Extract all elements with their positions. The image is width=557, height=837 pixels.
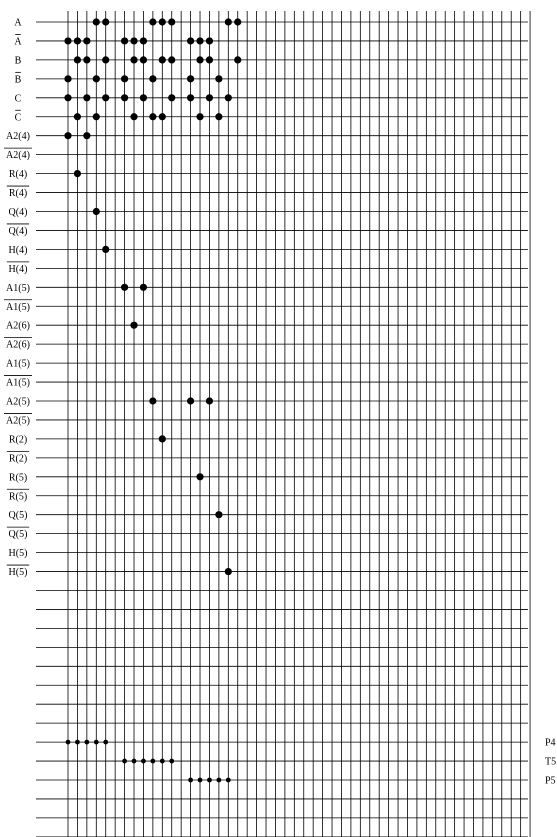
output-connection-dot bbox=[207, 778, 212, 783]
connection-dot bbox=[93, 113, 100, 120]
connection-dot bbox=[215, 511, 222, 518]
output-connection-dot bbox=[103, 740, 108, 745]
connection-dot bbox=[140, 56, 147, 63]
connection-dot bbox=[130, 56, 137, 63]
row-label-complement: Q(5) bbox=[8, 529, 28, 541]
row-label: A2(5) bbox=[6, 396, 30, 408]
output-connection-dot bbox=[66, 740, 71, 745]
output-connection-dot bbox=[132, 759, 137, 764]
connection-dot bbox=[159, 435, 166, 442]
connection-dot bbox=[206, 37, 213, 44]
row-label: Q(4) bbox=[8, 207, 28, 218]
connection-dot bbox=[102, 18, 109, 25]
output-connection-dot bbox=[216, 778, 221, 783]
connection-dot bbox=[225, 568, 232, 575]
output-connection-dot bbox=[226, 778, 231, 783]
connection-dot bbox=[149, 113, 156, 120]
connection-dot bbox=[93, 18, 100, 25]
connection-dot bbox=[140, 37, 147, 44]
vertical-grid-lines bbox=[68, 11, 530, 837]
connection-dot bbox=[206, 94, 213, 101]
row-label-complement: A2(4) bbox=[6, 150, 30, 162]
connection-dot bbox=[168, 18, 175, 25]
connection-dot bbox=[121, 37, 128, 44]
row-label: R(2) bbox=[8, 434, 28, 446]
connection-dot bbox=[93, 75, 100, 82]
connection-dot bbox=[215, 75, 222, 82]
row-labels bbox=[4, 18, 32, 579]
connection-dot bbox=[187, 397, 194, 404]
row-label-complement: A1(5) bbox=[6, 377, 30, 389]
connection-dot bbox=[159, 18, 166, 25]
connection-dot bbox=[130, 37, 137, 44]
row-label: H(5) bbox=[8, 548, 28, 560]
row-label-complement: H(5) bbox=[8, 567, 28, 579]
connection-dot bbox=[234, 18, 241, 25]
connection-dot bbox=[121, 94, 128, 101]
connection-dot bbox=[140, 94, 147, 101]
connection-dot bbox=[74, 170, 81, 177]
connection-dot bbox=[206, 56, 213, 63]
connection-dot bbox=[215, 113, 222, 120]
row-label: R(4) bbox=[8, 169, 28, 181]
connection-dot bbox=[196, 37, 203, 44]
connection-dot bbox=[149, 397, 156, 404]
row-label-complement: C bbox=[14, 112, 22, 124]
connection-dot bbox=[121, 284, 128, 291]
connection-dot bbox=[168, 56, 175, 63]
row-label: C bbox=[14, 93, 22, 105]
output-connection-dot bbox=[169, 759, 174, 764]
connection-dot bbox=[83, 37, 90, 44]
connection-dot bbox=[83, 132, 90, 139]
row-label-complement: A bbox=[14, 36, 22, 48]
connection-dot bbox=[196, 113, 203, 120]
row-label: A bbox=[14, 17, 22, 29]
output-label: P4 bbox=[545, 737, 556, 749]
output-connection-dot bbox=[94, 740, 99, 745]
row-label-complement: A2(6) bbox=[6, 339, 30, 351]
connection-dot bbox=[74, 37, 81, 44]
connection-dot bbox=[102, 246, 109, 253]
connection-dot bbox=[74, 113, 81, 120]
connection-dot bbox=[74, 56, 81, 63]
connection-dot bbox=[93, 208, 100, 215]
connection-dot bbox=[102, 56, 109, 63]
connection-dot bbox=[130, 113, 137, 120]
connection-dot bbox=[149, 75, 156, 82]
connection-dot bbox=[83, 56, 90, 63]
row-label-complement: A2(5) bbox=[6, 415, 30, 427]
row-label-complement: A1(5) bbox=[6, 301, 30, 313]
connection-dot bbox=[140, 284, 147, 291]
connection-dot bbox=[64, 132, 71, 139]
row-label: Q(5) bbox=[8, 510, 28, 522]
output-connection-dot bbox=[84, 740, 89, 745]
row-label-complement: R(4) bbox=[8, 188, 28, 200]
row-label-complement: B bbox=[14, 74, 22, 86]
row-label-complement: Q(4) bbox=[8, 225, 28, 237]
connection-dot bbox=[234, 56, 241, 63]
output-connection-dot bbox=[141, 759, 146, 764]
output-connection-dot bbox=[75, 740, 80, 745]
output-label: T5 bbox=[545, 756, 557, 768]
output-connection-dot bbox=[150, 759, 155, 764]
row-label: A1(5) bbox=[6, 358, 30, 370]
output-connection-dot bbox=[122, 759, 127, 764]
output-connection-dot bbox=[188, 778, 193, 783]
row-label-complement: R(2) bbox=[8, 453, 28, 465]
horizontal-input-lines bbox=[36, 22, 528, 837]
output-label: P5 bbox=[545, 775, 556, 787]
connection-dot bbox=[159, 56, 166, 63]
connection-dot bbox=[168, 94, 175, 101]
row-label-complement: H(4) bbox=[8, 263, 28, 275]
connection-dot bbox=[196, 56, 203, 63]
row-label: R(5) bbox=[8, 472, 28, 484]
row-label-complement: R(5) bbox=[8, 491, 28, 503]
connection-dot bbox=[206, 397, 213, 404]
connection-dot bbox=[102, 94, 109, 101]
output-connection-dot bbox=[160, 759, 165, 764]
connection-dot bbox=[196, 473, 203, 480]
connection-dot bbox=[83, 94, 90, 101]
connection-dot bbox=[225, 18, 232, 25]
output-connection-dot bbox=[198, 778, 203, 783]
connection-dot bbox=[187, 94, 194, 101]
row-label: H(4) bbox=[8, 244, 28, 256]
row-label: A2(6) bbox=[6, 320, 30, 332]
connection-dot bbox=[225, 94, 232, 101]
connection-dot bbox=[187, 75, 194, 82]
connection-dot bbox=[121, 75, 128, 82]
connection-dot bbox=[149, 18, 156, 25]
connection-dot bbox=[159, 113, 166, 120]
connection-dot bbox=[64, 75, 71, 82]
output-labels bbox=[545, 738, 556, 787]
row-label: B bbox=[14, 55, 22, 67]
connection-dot bbox=[130, 322, 137, 329]
connection-dot bbox=[64, 37, 71, 44]
row-label: A1(5) bbox=[6, 282, 30, 294]
row-label: A2(4) bbox=[6, 131, 30, 143]
connection-dot bbox=[187, 37, 194, 44]
connection-dot bbox=[64, 94, 71, 101]
